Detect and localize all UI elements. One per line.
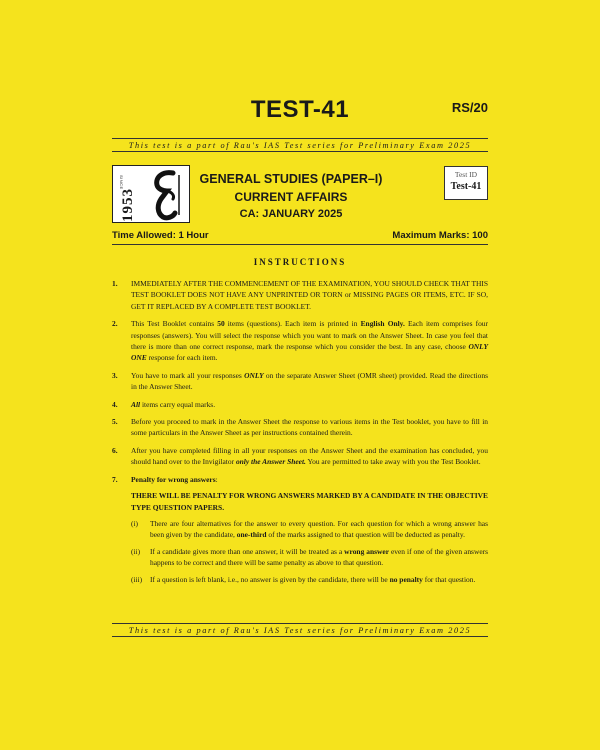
penalty-rule-2 [131, 546, 488, 569]
logo-emblem-icon [143, 169, 187, 221]
logo-year-text: 1953 [120, 188, 136, 222]
test-id-box [444, 166, 488, 200]
paper-subject: CURRENT AFFAIRS [234, 190, 348, 204]
maximum-marks: Maximum Marks: 100 [392, 230, 488, 241]
logo-since-text: SINCE [119, 175, 124, 190]
instruction-number: 1. [112, 279, 118, 288]
instruction-number: 4. [112, 399, 118, 409]
instruction-text: This Test Booklet contains 50 items (questions). Each item is printed in English Only. Each item comprises four responses (answers). You will select the response which you want to mark on the Answer Sheet. In case you feel that there is more than one correct response, mark the response which you consider the best. In any case, choose ONLY ONE response for each item. [131, 319, 488, 363]
rule-number: (ii) [131, 546, 141, 556]
instruction-item-1 [112, 278, 488, 312]
instruction-text: After you have completed filling in all your responses on the Answer Sheet and the examination has concluded, you should hand over to the Invigilator only the Answer Sheet. You are permitted to take away with you the Test Booklet. [131, 445, 488, 467]
penalty-statement: THERE WILL BE PENALTY FOR WRONG ANSWERS MARKED BY A CANDIDATE IN THE OBJECTIVE TYPE QUESTION PAPERS. [131, 491, 488, 512]
time-marks-row [112, 230, 488, 245]
paper-title: GENERAL STUDIES (PAPER–I) [199, 172, 383, 186]
instruction-number: 2. [112, 319, 118, 329]
instruction-number: 5. [112, 417, 118, 427]
instructions-heading: INSTRUCTIONS [253, 257, 347, 267]
instruction-item-6 [112, 445, 488, 468]
penalty-rule-1 [131, 518, 488, 541]
institute-logo [112, 165, 190, 223]
test-id-value: Test-41 [450, 181, 482, 192]
instruction-item-5 [112, 416, 488, 439]
series-code: RS/20 [451, 100, 488, 115]
instruction-number: 3. [112, 370, 118, 380]
rule-number: (i) [131, 518, 139, 528]
time-allowed: Time Allowed: 1 Hour [112, 230, 209, 241]
rule-text: There are four alternatives for the answer to every question. For each question for which a wrong answer has been given by the candidate, one-third of the marks assigned to that question will be deducted as penalty. [150, 518, 488, 540]
penalty-rule-3 [131, 574, 488, 585]
instruction-text: All items carry equal marks. [131, 399, 216, 409]
penalty-title: Penalty for wrong answers: [131, 474, 218, 484]
instruction-item-7 [112, 474, 488, 585]
test-id-label: Test ID [454, 170, 478, 179]
instruction-text: IMMEDIATELY AFTER THE COMMENCEMENT OF THE EXAMINATION, YOU SHOULD CHECK THAT THIS TEST BOOKLET DOES NOT HAVE ANY UNPRINTED OR TORN or MISSING PAGES OR ITEMS, ETC. IF SO, GET IT REPLACED BY A COMPLETE TEST BOOKLET. [131, 279, 488, 311]
instruction-number: 6. [112, 445, 118, 455]
series-banner-bottom: This test is a part of Rau's IAS Test series for Preliminary Exam 2025 [112, 623, 488, 637]
instruction-text: Before you proceed to mark in the Answer Sheet the response to various items in the Test booklet, you have to fill in some particulars in the Answer Sheet as per instructions contained therein. [131, 417, 488, 438]
instruction-number: 7. [112, 474, 118, 484]
rule-text: If a candidate gives more than one answer, it will be treated as a wrong answer even if one of the given answers happens to be correct and there will be same penalty as above to that question. [150, 546, 488, 568]
instruction-item-4 [112, 399, 488, 410]
instructions-list [112, 278, 488, 591]
rule-text: If a question is left blank, i.e., no answer is given by the candidate, there will be no penalty for that question. [150, 574, 476, 584]
test-title: TEST-41 [250, 96, 350, 123]
paper-month: CA: JANUARY 2025 [239, 208, 343, 220]
instruction-item-3 [112, 370, 488, 393]
instruction-text: You have to mark all your responses ONLY on the separate Answer Sheet (OMR sheet) provided. Read the directions in the Answer Sheet. [131, 370, 488, 392]
rule-number: (iii) [131, 574, 143, 584]
instruction-item-2 [112, 318, 488, 364]
series-banner-top: This test is a part of Rau's IAS Test series for Preliminary Exam 2025 [112, 138, 488, 152]
